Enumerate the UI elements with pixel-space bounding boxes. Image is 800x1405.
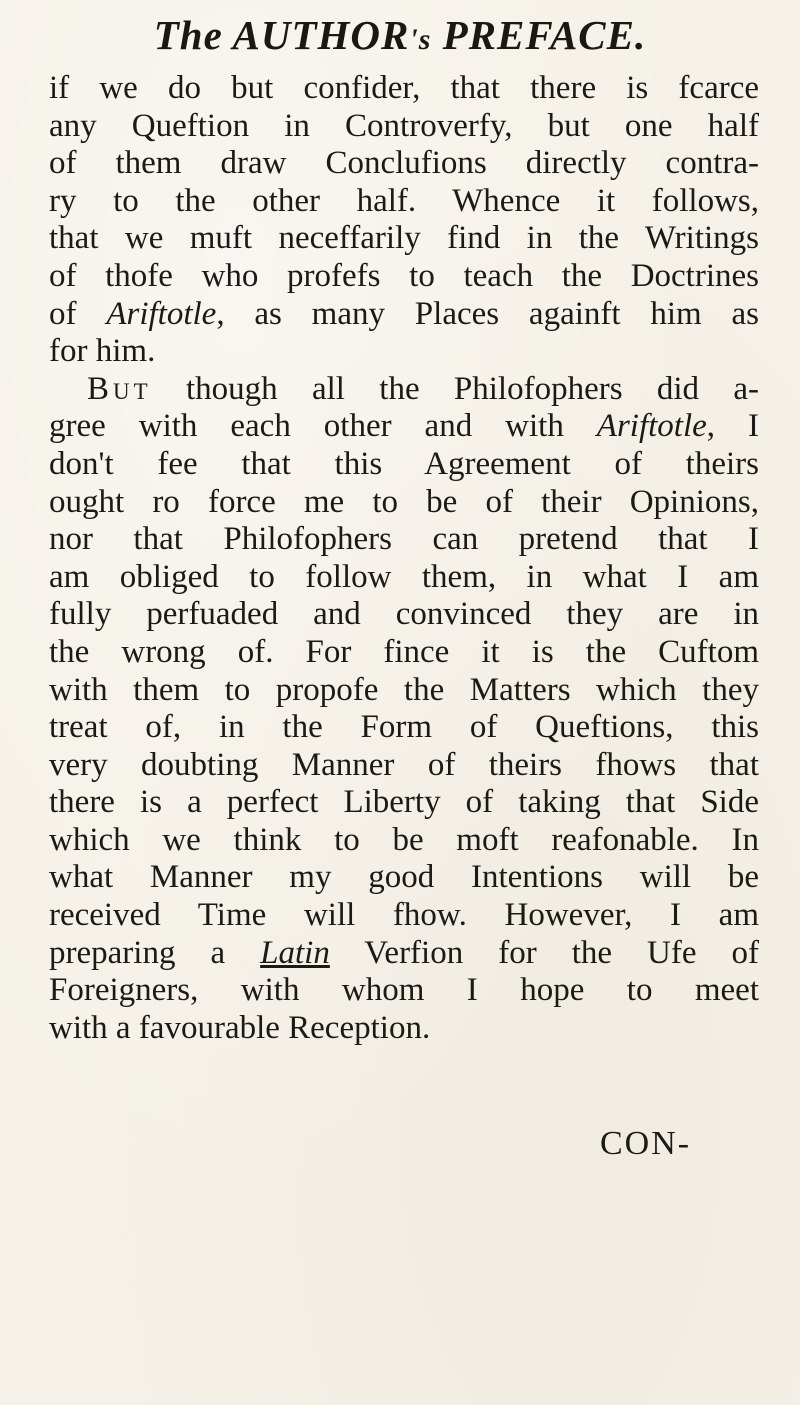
small-caps-opening: But [87,370,152,407]
text-line: for him. [49,333,156,370]
text-line: fully perfuaded and convinced they are in [49,596,759,633]
text-fragment: though all the Philofophers did a- [151,370,759,407]
text-line: what Manner my good Intentions will be [49,859,759,896]
running-head-subtitle: PREFACE. [442,12,647,58]
text-line [49,296,759,334]
running-head-prefix: The [153,12,223,58]
text-line: of thofe who profefs to teach the Doctrines [49,257,759,294]
text-line: very doubting Manner of theirs fhows that [49,746,759,783]
running-head [0,10,800,65]
text-fragment: of [49,295,77,332]
text-fragment: , I [706,408,759,445]
text-fragment: gree with each other and with [49,408,564,445]
text-line [49,935,759,973]
text-line: of them draw Conclufions directly contra- [49,145,759,182]
text-line: which we think to be moft reafonable. In [49,821,759,858]
text-line: am obliged to follow them, in what I am [49,558,759,595]
text-line: with them to propofe the Matters which they [49,671,759,708]
italic-word: Latin [260,934,330,971]
text-line: Foreigners, with whom I hope to meet [49,972,759,1009]
text-line: there is a perfect Liberty of taking that Side [49,784,759,821]
running-head-possessive: 's [409,23,432,56]
body-text [49,70,759,1047]
text-fragment: Verfion for the Ufe of [329,934,760,971]
text-line: don't fee that this Agreement of theirs [49,445,759,482]
catchword: CON- [600,1125,692,1162]
text-line: treat of, in the Form of Queftions, this [49,709,759,746]
text-line [49,408,759,446]
text-line: with a favourable Reception. [49,1009,431,1046]
running-head-title: AUTHOR [232,12,410,58]
text-line: ry to the other half. Whence it follows, [49,182,759,219]
italic-name: Ariftotle [106,295,217,332]
text-line: ought ro force me to be of their Opinions, [49,483,759,520]
text-fragment: preparing a [49,934,226,971]
text-line: if we do but confider, that there is fcarce [49,70,759,106]
text-line: any Queftion in Controverfy, but one half [49,107,759,144]
text-fragment: , as many Places againft him as [216,295,759,332]
text-line [49,371,759,409]
text-line: received Time will fhow. However, I am [49,897,759,934]
text-line: that we muft neceffarily find in the Writings [49,220,759,257]
text-line: the wrong of. For fince it is the Cuftom [49,633,759,670]
text-line: nor that Philofophers can pretend that I [49,521,759,558]
italic-name: Ariftotle [596,408,707,445]
